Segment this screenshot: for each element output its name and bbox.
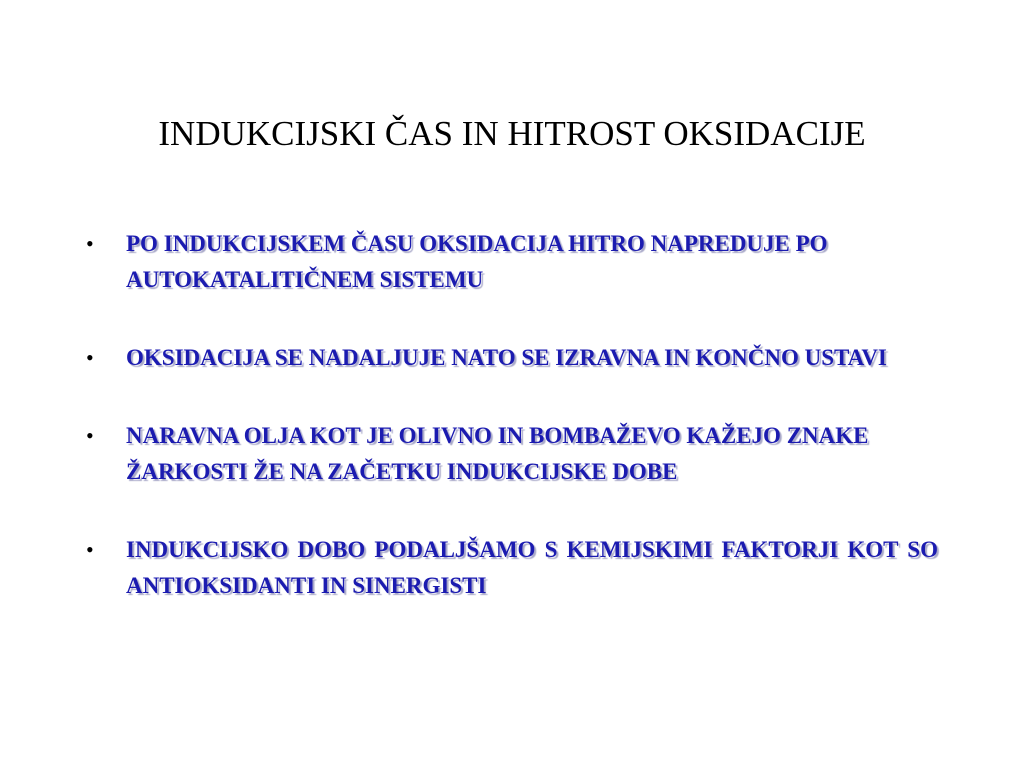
slide-title: INDUKCIJSKI ČAS IN HITROST OKSIDACIJE: [158, 114, 866, 153]
bullet-text: PO INDUKCIJSKEM ČASU OKSIDACIJA HITRO NAPREDUJE PO AUTOKATALITIČNEM SISTEMU: [126, 231, 828, 292]
bullet-item: [86, 418, 938, 490]
bullet-item: [86, 532, 938, 604]
bullet-text: OKSIDACIJA SE NADALJUJE NATO SE IZRAVNA IN KONČNO USTAVI: [126, 345, 887, 370]
bullet-text: INDUKCIJSKO DOBO PODALJŠAMO S KEMIJSKIMI FAKTORJI KOT SO ANTIOKSIDANTI IN SINERGISTI: [126, 537, 938, 598]
bullet-dot-icon: •: [86, 423, 94, 448]
bullet-dot-icon: •: [86, 537, 94, 562]
bullet-text: NARAVNA OLJA KOT JE OLIVNO IN BOMBAŽEVO KAŽEJO ZNAKE ŽARKOSTI ŽE NA ZAČETKU INDUKCIJSKE DOBE: [126, 423, 869, 484]
bullet-item: [86, 340, 938, 376]
bullet-dot-icon: •: [86, 345, 94, 370]
bullet-list: [86, 226, 938, 646]
bullet-item: [86, 226, 938, 298]
bullet-dot-icon: •: [86, 231, 94, 256]
